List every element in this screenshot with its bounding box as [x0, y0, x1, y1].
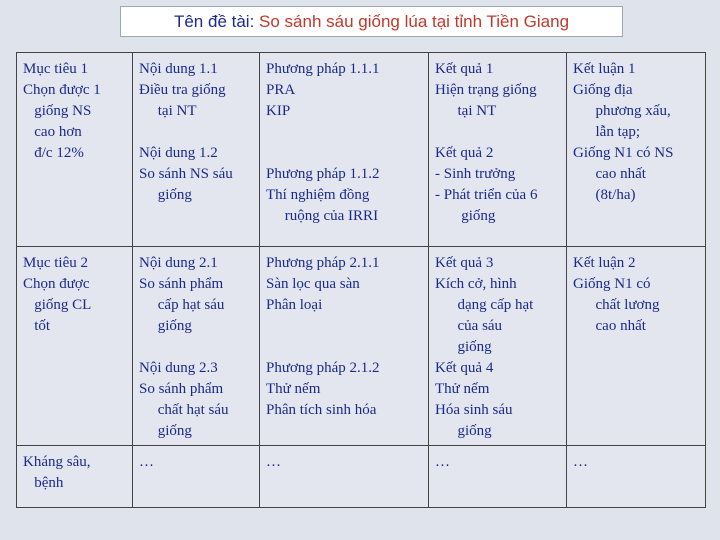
topic-title-label: Tên đề tài: [173, 11, 255, 31]
method-text: Sàn lọc qua sàn [266, 276, 360, 292]
result-section [435, 253, 562, 358]
result-text: giống [435, 423, 492, 439]
method-section [266, 59, 424, 122]
objective-text: Chọn được 1 [23, 82, 101, 98]
result-text: - Sinh trưởng [435, 166, 516, 182]
conclusion-text: cao nhất [573, 318, 646, 334]
result-text: giống [435, 339, 492, 355]
objective-text: Mục tiêu 1 [23, 61, 88, 77]
conclusion-text: (8t/ha) [573, 187, 636, 203]
content-section [139, 452, 255, 473]
content-section [139, 143, 255, 206]
content-text: cấp hạt sáu [139, 297, 225, 313]
content-text: So sánh NS sáu [139, 166, 233, 182]
method-section [266, 253, 424, 316]
conclusion-text: Kết luận 1 [573, 61, 636, 77]
method-text: ruộng của IRRI [266, 208, 379, 224]
content-text: Nội dung 1.1 [139, 61, 218, 77]
result-text: Kết quả 2 [435, 145, 494, 161]
result-section [435, 358, 562, 442]
method-text: Thí nghiệm đồng [266, 187, 370, 203]
conclusion-text: Giống N1 có NS [573, 145, 674, 161]
objective-text: bệnh [23, 475, 64, 491]
content-text: Nội dung 1.2 [139, 145, 218, 161]
result-section [435, 59, 562, 122]
content-text: giống [139, 187, 192, 203]
conclusion-text: Kết luận 2 [573, 255, 636, 271]
method-text: Thử nếm [266, 381, 321, 397]
content-text: giống [139, 318, 192, 334]
objective-cell [17, 446, 133, 508]
result-text: của sáu [435, 318, 503, 334]
content-text: Nội dung 2.3 [139, 360, 218, 376]
table-row [17, 53, 706, 247]
conclusion-cell [567, 446, 706, 508]
method-text: … [266, 454, 281, 470]
result-cell [429, 53, 567, 247]
method-section [266, 164, 424, 227]
method-section [266, 358, 424, 421]
content-text: So sánh phẩm [139, 276, 224, 292]
method-section [266, 452, 424, 473]
objective-text: Kháng sâu, [23, 454, 91, 470]
objective-text: Mục tiêu 2 [23, 255, 88, 271]
conclusion-text: cao nhất [573, 166, 646, 182]
content-cell [133, 446, 260, 508]
conclusion-cell [567, 247, 706, 446]
method-text: Phương pháp 2.1.2 [266, 360, 380, 376]
content-cell [133, 247, 260, 446]
method-text: Phương pháp 1.1.1 [266, 61, 380, 77]
content-text: … [139, 454, 154, 470]
content-section [139, 253, 255, 337]
content-text: tại NT [139, 103, 197, 119]
objective-text: Chọn được [23, 276, 90, 292]
table-row [17, 247, 706, 446]
conclusion-text: Giống N1 có [573, 276, 651, 292]
result-text: tại NT [435, 103, 497, 119]
content-section [139, 358, 255, 442]
result-section [435, 143, 562, 227]
objective-text: cao hơn [23, 124, 82, 140]
result-section [435, 452, 562, 473]
result-text: Hiện trạng giống [435, 82, 537, 98]
method-text: PRA [266, 82, 296, 98]
method-text: Phân loại [266, 297, 323, 313]
topic-title-box [120, 6, 623, 37]
result-text: Thử nếm [435, 381, 490, 397]
topic-title-text: So sánh sáu giống lúa tại tỉnh Tiền Giang [259, 11, 570, 31]
table-row [17, 446, 706, 508]
conclusion-text: … [573, 454, 588, 470]
result-text: Kết quả 4 [435, 360, 494, 376]
content-cell [133, 53, 260, 247]
result-text: giống [435, 208, 496, 224]
content-text: giống [139, 423, 192, 439]
method-text: KIP [266, 103, 291, 119]
result-cell [429, 446, 567, 508]
objective-cell [17, 247, 133, 446]
result-text: Kết quả 1 [435, 61, 494, 77]
result-text: Kích cở, hình [435, 276, 517, 292]
objective-text: giống NS [23, 103, 92, 119]
conclusion-text: phương xấu, [573, 103, 671, 119]
result-text: dạng cấp hạt [435, 297, 534, 313]
method-cell [260, 53, 429, 247]
conclusion-cell [567, 53, 706, 247]
conclusion-text: chất lương [573, 297, 660, 313]
content-text: Điều tra giống [139, 82, 226, 98]
content-text: So sánh phẩm [139, 381, 224, 397]
result-text: … [435, 454, 450, 470]
method-cell [260, 247, 429, 446]
conclusion-text: lẫn tạp; [573, 124, 641, 140]
method-text: Phương pháp 2.1.1 [266, 255, 380, 271]
method-text: Phương pháp 1.1.2 [266, 166, 380, 182]
result-text: Hóa sinh sáu [435, 402, 513, 418]
objective-cell [17, 53, 133, 247]
result-text: Kết quả 3 [435, 255, 494, 271]
objective-text: giống CL [23, 297, 92, 313]
method-cell [260, 446, 429, 508]
objective-text: đ/c 12% [23, 145, 84, 161]
result-text: - Phát triển của 6 [435, 187, 538, 203]
objective-text: tốt [23, 318, 51, 334]
content-text: Nội dung 2.1 [139, 255, 218, 271]
result-cell [429, 247, 567, 446]
research-framework-table [16, 52, 706, 508]
content-section [139, 59, 255, 122]
method-text: Phân tích sinh hóa [266, 402, 377, 418]
conclusion-text: Giống địa [573, 82, 633, 98]
content-text: chất hạt sáu [139, 402, 229, 418]
